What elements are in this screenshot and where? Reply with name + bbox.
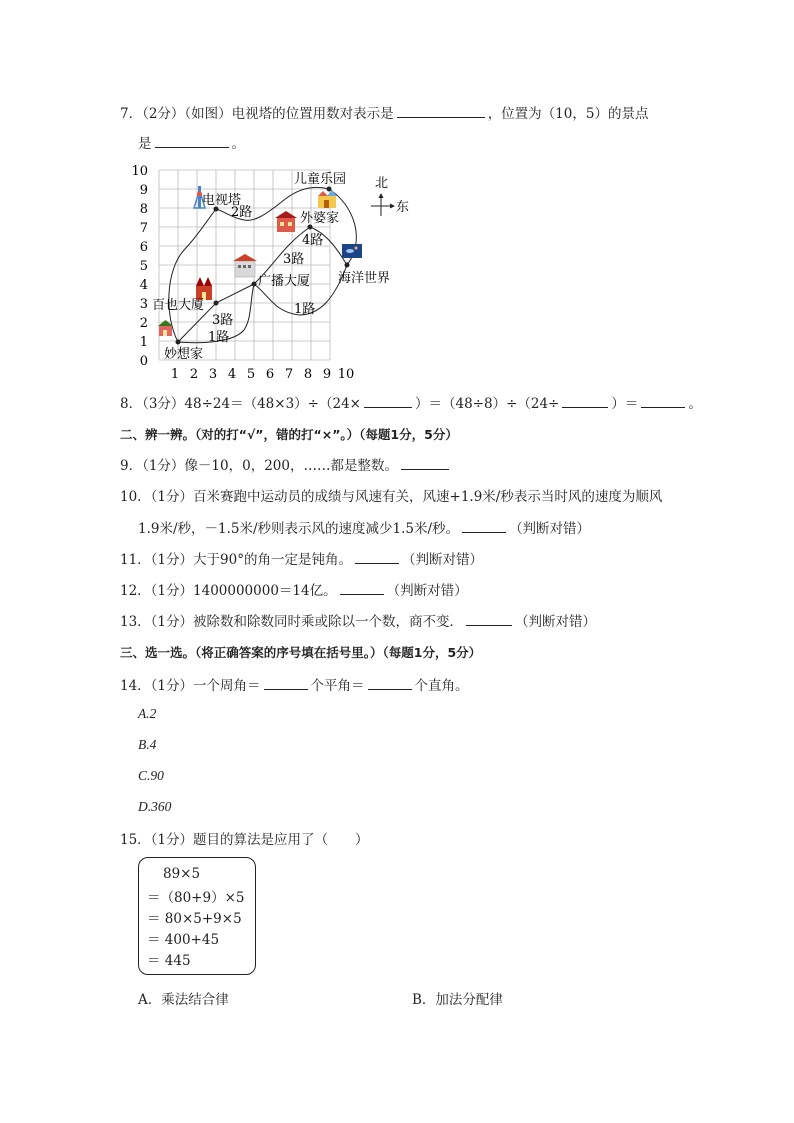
q15-calculation-box: [138, 857, 256, 975]
q8-line: 8．（3分）48÷24＝（48×3）÷（24× ）＝（48÷8）÷（24÷ ）＝ 。: [120, 396, 702, 412]
route-4-label: 4路: [302, 233, 324, 248]
mall-label: 百也大厦: [152, 298, 205, 313]
home-label: 妙想家: [164, 347, 204, 362]
q13-blank[interactable]: [466, 612, 512, 626]
q8-blank-3[interactable]: [641, 394, 685, 408]
kids-park-icon: [318, 190, 337, 208]
q12-line: 12．（1分）1400000000＝14亿。 （判断对错）: [120, 583, 468, 599]
compass-east-label: 东: [396, 200, 410, 215]
calc-line-3: ＝ 80×5+9×5: [147, 911, 242, 927]
y-tick-label: 1: [139, 335, 148, 350]
ocean-world-icon: [342, 244, 362, 258]
y-tick-label: 4: [139, 278, 148, 293]
section-2-title: 二、辨一辨。（对的打“√”，错的打“×”。）（每题1分，5分）: [120, 427, 458, 442]
q10-blank[interactable]: [462, 519, 506, 533]
x-tick-label: 3: [208, 367, 218, 382]
grandma-label: 外婆家: [300, 211, 340, 226]
y-tick-label: 2: [139, 316, 148, 331]
x-tick-label: 8: [303, 367, 313, 382]
q14-option-d[interactable]: D.360: [138, 799, 172, 814]
q8-blank-2[interactable]: [562, 394, 608, 408]
q14-option-b[interactable]: B.4: [138, 737, 157, 752]
q7-line2: 是 。: [138, 136, 245, 152]
mall-building-icon: [196, 277, 212, 300]
q15-choice-a[interactable]: A．乘法结合律: [138, 992, 229, 1008]
q14-blank-1[interactable]: [264, 676, 308, 690]
q7-blank-1[interactable]: [397, 104, 485, 118]
tv-tower-label: 电视塔: [202, 193, 242, 208]
route-map-figure: [131, 160, 424, 385]
x-tick-label: 1: [170, 367, 180, 382]
x-tick-label: 10: [337, 367, 355, 382]
ocean-dot: [345, 263, 350, 268]
ocean-label: 海洋世界: [338, 271, 391, 286]
section-3-title: 三、选一选。（将正确答案的序号填在括号里。）（每题1分，5分）: [120, 645, 482, 660]
route-1-label-east: 1路: [294, 302, 316, 317]
compass-north-label: 北: [375, 176, 389, 191]
q15-line: 15．（1分）题目的算法是应用了（ ）: [120, 832, 369, 848]
mall-dot: [214, 301, 219, 306]
broadcast-dot: [252, 282, 257, 287]
compass-icon: [371, 193, 395, 216]
y-tick-label: 10: [131, 164, 148, 179]
y-tick-label: 8: [139, 202, 148, 217]
y-tick-label: 9: [139, 183, 148, 198]
q7-blank-2[interactable]: [155, 134, 229, 148]
x-axis-ticks: [171, 367, 354, 382]
kids-park-label: 儿童乐园: [294, 172, 347, 187]
home-dot: [176, 340, 181, 345]
x-tick-label: 6: [265, 367, 275, 382]
y-axis-ticks: [131, 164, 148, 369]
kids-park-dot: [327, 187, 332, 192]
x-tick-label: 2: [189, 367, 199, 382]
q14-option-c[interactable]: C.90: [138, 768, 164, 783]
q11-blank[interactable]: [355, 550, 399, 564]
x-tick-label: 9: [322, 367, 332, 382]
x-tick-label: 5: [246, 367, 256, 382]
q9-line: 9．（1分）像－10，0，200，……都是整数。: [120, 456, 452, 475]
x-tick-label: 4: [227, 367, 237, 382]
route-3-label-west: 3路: [212, 313, 234, 328]
q14-blank-2[interactable]: [368, 676, 412, 690]
q9-blank[interactable]: [401, 456, 449, 470]
y-tick-label: 7: [139, 221, 148, 236]
y-tick-label: 3: [139, 297, 148, 312]
calc-line-1: 89×5: [163, 866, 201, 882]
q12-blank[interactable]: [340, 581, 384, 595]
calc-line-2: ＝（80+9）×5: [147, 890, 245, 906]
q14-line: 14．（1分）一个周角＝ 个平角＝ 个直角。: [120, 678, 469, 694]
route-3-label-east: 3路: [283, 252, 305, 267]
grandma-house-icon: [275, 211, 297, 232]
y-tick-label: 5: [139, 259, 148, 274]
route-2-label: 2路: [231, 205, 253, 220]
q14-option-a[interactable]: A.2: [138, 706, 157, 721]
q10-line2: 1.9米/秒，－1.5米/秒则表示风的速度减少1.5米/秒。 （判断对错）: [138, 521, 591, 537]
broadcast-building-icon: [233, 254, 257, 277]
y-tick-label: 0: [139, 354, 148, 369]
q11-line: 11．（1分）大于90°的角一定是钝角。 （判断对错）: [120, 552, 483, 568]
calc-line-4: ＝ 400+45: [147, 932, 220, 948]
q13-line: 13．（1分）被除数和除数同时乘或除以一个数，商不变． （判断对错）: [120, 614, 597, 630]
route-1-label-west: 1路: [208, 330, 230, 345]
q15-choice-b[interactable]: B．加法分配律: [412, 992, 503, 1008]
broadcast-label: 广播大厦: [258, 274, 311, 289]
x-tick-label: 7: [284, 367, 294, 382]
q10-line1: 10．（1分）百米赛跑中运动员的成绩与风速有关，风速+1.9米/秒表示当时风的速度为顺风: [120, 489, 663, 505]
q7-line1: 7．（2分）（如图）电视塔的位置用数对表示是 ，位置为（10，5）的景点: [120, 106, 649, 122]
q8-blank-1[interactable]: [364, 394, 412, 408]
calc-line-5: ＝ 445: [147, 953, 191, 969]
y-tick-label: 6: [139, 240, 148, 255]
